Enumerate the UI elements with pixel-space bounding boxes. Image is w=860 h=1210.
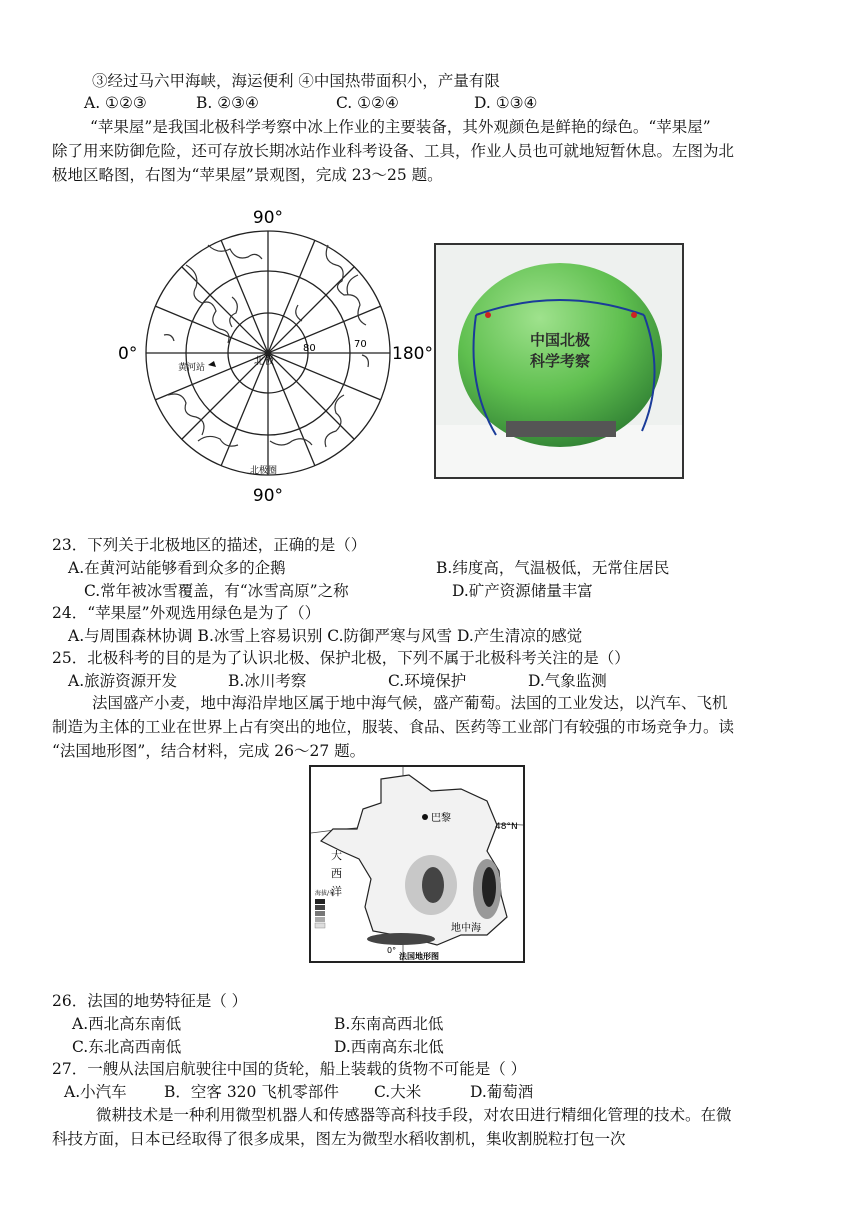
atlantic-label-2: 西: [331, 867, 342, 880]
q27-option-c: C.大米: [374, 1083, 422, 1101]
arctic-lat80-label: 80: [303, 343, 316, 354]
q23-option-d: D.矿产资源储量丰富: [452, 582, 593, 600]
arctic-label-right: 180°: [392, 344, 433, 364]
atlantic-label-3: 洋: [331, 885, 342, 898]
q23-option-c: C.常年被冰雪覆盖，有“冰雪高原”之称: [84, 582, 349, 600]
q24-options: A.与周围森林协调 B.冰雪上容易识别 C.防御严寒与风雪 D.产生清凉的感觉: [68, 627, 583, 645]
q26-option-d: D.西南高东北低: [334, 1038, 444, 1056]
q25-option-d: D.气象监测: [528, 672, 607, 690]
intro-france-line3: “法国地形图”，结合材料，完成 26～27 题。: [52, 742, 366, 760]
intro-japan-line1: 微耕技术是一种利用微型机器人和传感器等高科技手段，对农田进行精细化管理的技术。在微: [96, 1106, 732, 1124]
q22-option-c: C. ①②④: [336, 94, 399, 112]
intro-apple-line2: 除了用来防御危险，还可存放长期冰站作业科考设备、工具，作业人员也可就地短暂休息。左图为北: [52, 142, 735, 160]
lon0-label: 0°: [387, 946, 397, 955]
paris-label: 巴黎: [431, 813, 451, 824]
france-map-caption: 法国地形图: [399, 952, 439, 961]
q23-option-a: A.在黄河站能够看到众多的企鹅: [68, 559, 286, 577]
arctic-map: [108, 205, 433, 506]
arctic-label-bottom: 90°: [252, 486, 284, 506]
q25-stem: 25．北极科考的目的是为了认识北极、保护北极，下列不属于北极科考关注的是（）: [52, 649, 630, 667]
q26-option-c: C.东北高西南低: [72, 1038, 182, 1056]
q25-option-b: B.冰川考察: [228, 672, 307, 690]
option-statements-line: ③经过马六甲海峡，海运便利 ④中国热带面积小，产量有限: [92, 72, 500, 90]
q27-stem: 27．一艘从法国启航驶往中国的货轮，船上装载的货物不可能是（ ）: [52, 1060, 527, 1078]
intro-apple-line1: “苹果屋”是我国北极科学考察中冰上作业的主要装备，其外观颜色是鲜艳的绿色。“苹果屋”: [90, 118, 711, 136]
alps-high: [482, 867, 496, 907]
q27-option-d: D.葡萄酒: [470, 1083, 534, 1101]
q27-option-b: B．空客 320 飞机零部件: [164, 1083, 339, 1101]
q24-stem: 24．“苹果屋”外观选用绿色是为了（）: [52, 604, 321, 622]
apple-house-photo: [434, 243, 684, 479]
q22-option-a: A. ①②③: [84, 94, 147, 112]
q26-option-b: B.东南高西北低: [334, 1015, 444, 1033]
arctic-lat70-label: 70: [354, 339, 367, 350]
q25-option-c: C.环境保护: [388, 672, 467, 690]
q25-option-a: A.旅游资源开发: [68, 672, 178, 690]
arctic-circle-label: 北极圈: [250, 466, 278, 476]
intro-apple-line3: 极地区略图，右图为“苹果屋”景观图，完成 23～25 题。: [52, 166, 443, 184]
arctic-station-label: 黄河站: [178, 363, 206, 373]
q22-option-d: D. ①③④: [474, 94, 538, 112]
arctic-label-left: 0°: [118, 344, 138, 364]
station-marker: [208, 361, 216, 367]
legend-title: 海拔/米: [315, 890, 336, 897]
apple-photo-text1: 中国北极: [529, 331, 591, 349]
q26-option-a: A.西北高东南低: [72, 1015, 182, 1033]
arctic-label-top: 90°: [252, 208, 284, 228]
q23-stem: 23．下列关于北极地区的描述，正确的是（）: [52, 536, 367, 554]
arctic-pole-label: 北极: [254, 356, 274, 367]
pyrenees-relief: [367, 933, 435, 945]
q27-option-a: A.小汽车: [64, 1083, 127, 1101]
lat48-label: 48°N: [495, 822, 518, 832]
intro-france-line2: 制造为主体的工业在世界上占有突出的地位，服装、食品、医药等工业部门有较强的市场竞争力。读: [52, 718, 735, 736]
massif-central-high: [422, 867, 444, 903]
intro-france-line1: 法国盛产小麦，地中海沿岸地区属于地中海气候，盛产葡萄。法国的工业发达，以汽车、飞机: [92, 694, 728, 712]
atlantic-label-1: 大: [331, 849, 342, 862]
mediterranean-label: 地中海: [451, 923, 481, 934]
q22-option-b: B. ②③④: [196, 94, 259, 112]
paris-dot: [422, 814, 428, 820]
apple-photo-text2: 科学考察: [529, 352, 591, 370]
france-topo-map: [309, 765, 525, 963]
intro-japan-line2: 科技方面，日本已经取得了很多成果，图左为微型水稻收割机，集收割脱粒打包一次: [52, 1130, 626, 1148]
q26-stem: 26．法国的地势特征是（ ）: [52, 992, 248, 1010]
q23-option-b: B.纬度高，气温极低，无常住居民: [436, 559, 670, 577]
